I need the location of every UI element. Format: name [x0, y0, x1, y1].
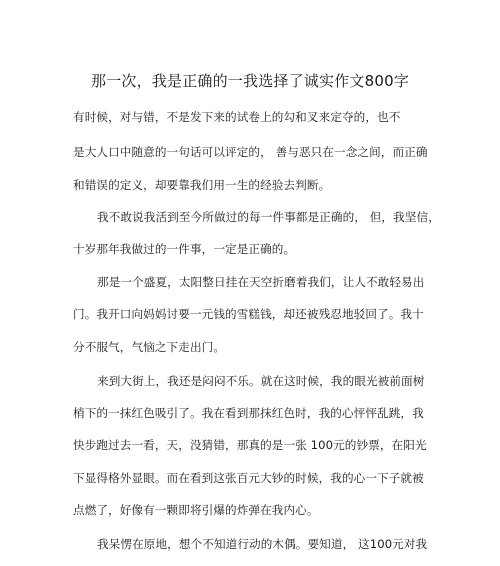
paragraph-line: 我呆愣在原地，想个不知道行动的木偶。要知道， 这100元对我	[97, 537, 428, 551]
paragraph-line: 是大人口中随意的一句话可以评定的， 善与恶只在一念之间，而正确	[73, 145, 428, 159]
paragraph-line: 那是一个盛夏，太阳整日挂在天空折磨着我们，让人不敢轻易出	[97, 275, 425, 289]
paragraph-line: 和错误的定义，却要靠我们用一生的经验去判断。	[73, 178, 331, 192]
paragraph-line: 有时候，对与错，不是发下来的试卷上的勾和叉来定夺的，也不	[73, 110, 401, 124]
paragraph-line: 十岁那年我做过的一件事，一定是正确的。	[73, 242, 296, 256]
paragraph-line: 快步跑过去一看，天，没猜错，那真的是一张 100元的钞票，在阳光	[73, 438, 427, 452]
paragraph-line: 门。我开口向妈妈讨要一元钱的雪糕钱，却还被残忍地驳回了。我十	[73, 307, 424, 321]
paragraph-line: 下显得格外显眼。而在看到这张百元大钞的时候，我的心一下子就被	[73, 471, 424, 485]
document-title: 那一次，我是正确的一我选择了诚实作文800字	[91, 72, 410, 90]
paragraph-line: 来到大街上，我还是闷闷不乐。就在这时候，我的眼光被前面树	[97, 374, 425, 388]
paragraph-line: 我不敢说我活到至今所做过的每一件事都是正确的， 但，我坚信，	[97, 210, 440, 224]
paragraph-line: 分不服气，气恼之下走出门。	[73, 340, 226, 354]
paragraph-line: 点燃了，好像有一颗即将引爆的炸弹在我内心。	[73, 503, 319, 517]
paragraph-line: 梢下的一抹红色吸引了。我在看到那抹红色时，我的心怦怦乱跳，我	[73, 406, 424, 420]
